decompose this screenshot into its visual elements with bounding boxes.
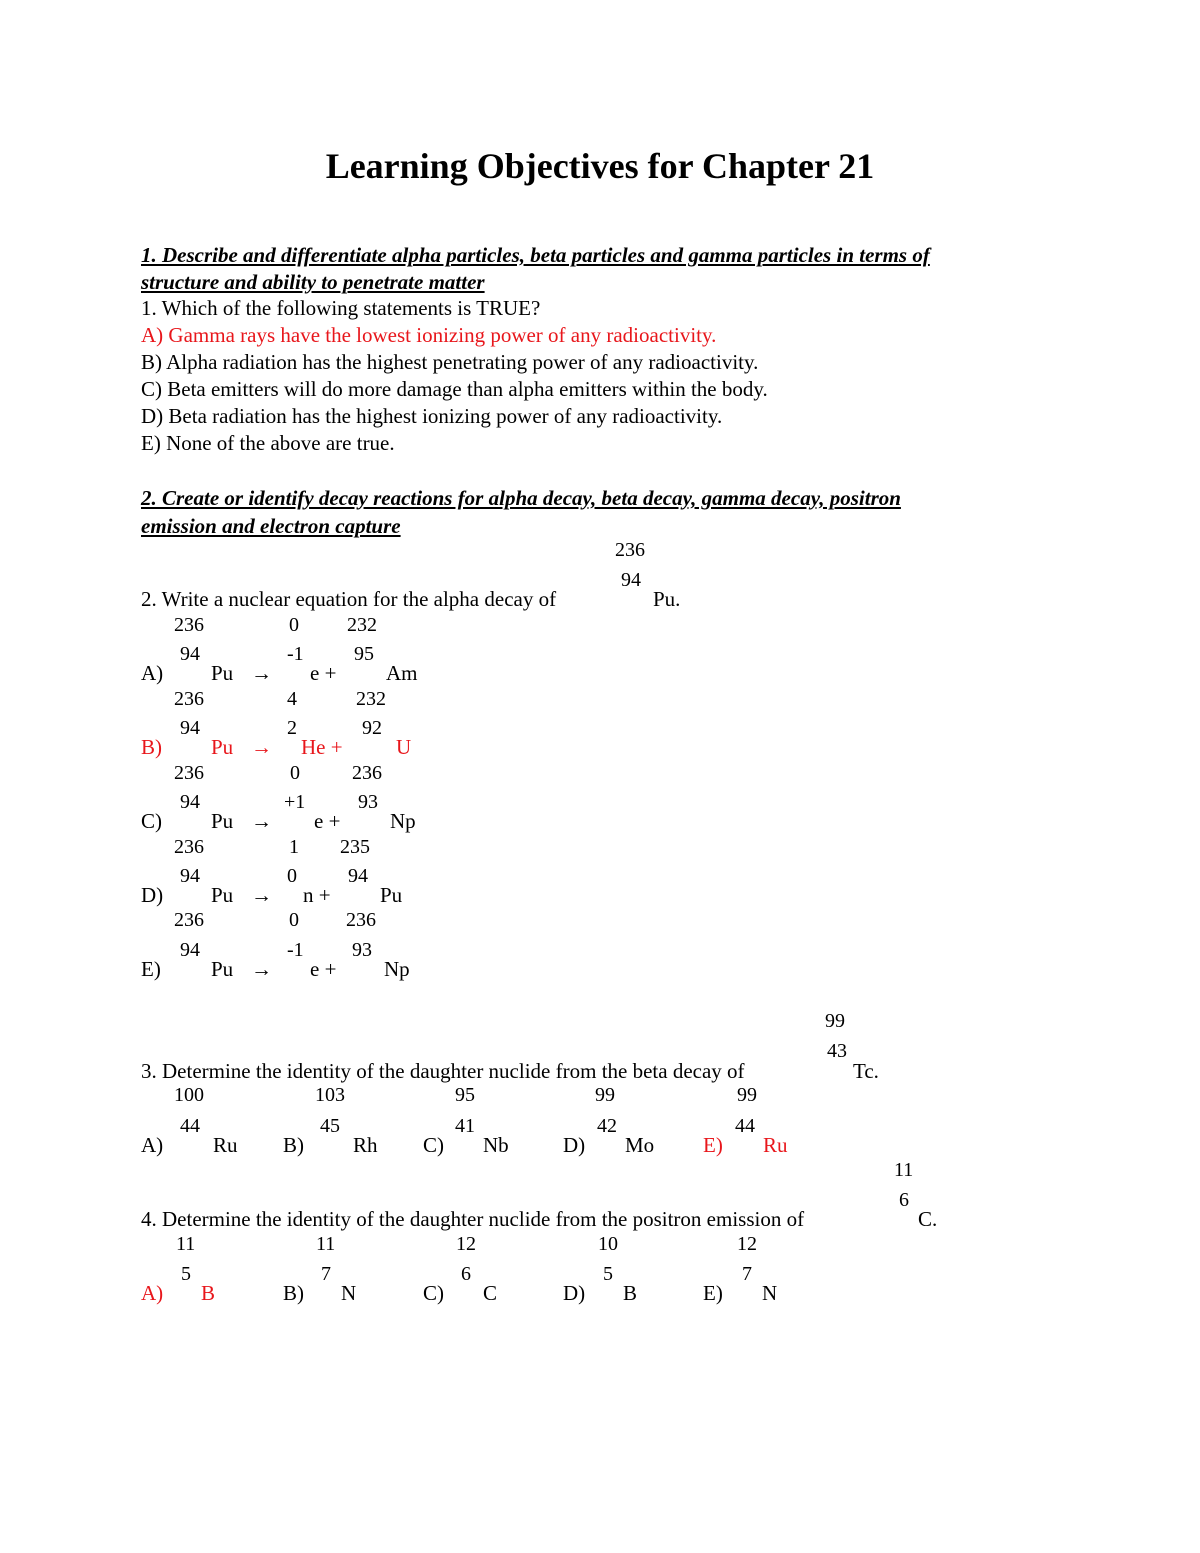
opt-e-product1-atomic: -1 <box>287 939 304 961</box>
objective-1-line-2: structure and ability to penetrate matter <box>141 270 485 294</box>
q3-opt-c-atomic: 41 <box>455 1115 475 1137</box>
q4-opt-c-symbol: C <box>483 1281 498 1305</box>
opt-e-reactant-mass: 236 <box>174 909 204 931</box>
q4-opt-b-mass: 11 <box>316 1233 336 1255</box>
opt-c-label: C) <box>141 809 162 833</box>
q4-nuclide-mass: 11 <box>894 1159 914 1181</box>
question-4-text: 4. Determine the identity of the daughter nuclide from the positron emission of <box>141 1207 805 1231</box>
q4-opt-b-symbol: N <box>341 1281 357 1305</box>
objective-2-line-1: 2. Create or identify decay reactions for alpha decay, beta decay, gamma decay, positron <box>141 486 901 510</box>
opt-c-product1-atomic: +1 <box>284 791 306 813</box>
q3-nuclide-atomic: 43 <box>827 1040 847 1062</box>
q3-opt-d-label: D) <box>563 1133 586 1157</box>
opt-c-product2-mass: 236 <box>352 762 382 784</box>
q3-nuclide-mass: 99 <box>825 1010 845 1032</box>
q2-nuclide-atomic: 94 <box>621 569 641 591</box>
q2-nuclide-mass: 236 <box>615 539 645 561</box>
q4-opt-c-mass: 12 <box>456 1233 476 1255</box>
q3-opt-c-label: C) <box>423 1133 444 1157</box>
q3-opt-e-mass: 99 <box>737 1084 757 1106</box>
q4-opt-e-atomic: 7 <box>742 1263 752 1285</box>
opt-a-product1-mass: 0 <box>289 614 299 636</box>
opt-e-product2-atomic: 93 <box>352 939 372 961</box>
opt-b-reactant-mass: 236 <box>174 688 204 710</box>
q2-nuclide-symbol: Pu. <box>653 587 681 611</box>
opt-e-product2-symbol: Np <box>384 957 410 981</box>
opt-d-product1-mass: 1 <box>289 836 299 858</box>
opt-b-arrow: → <box>251 735 272 759</box>
q4-opt-b-label: B) <box>283 1281 304 1305</box>
opt-c-product1-symbol: e + <box>314 809 341 833</box>
opt-a-product2-atomic: 95 <box>354 643 374 665</box>
opt-e-product2-mass: 236 <box>346 909 376 931</box>
opt-b-product1-mass: 4 <box>287 688 297 710</box>
opt-e-product1-symbol: e + <box>310 957 337 981</box>
q4-opt-b-atomic: 7 <box>321 1263 331 1285</box>
q4-opt-d-mass: 10 <box>598 1233 618 1255</box>
q4-opt-e-label: E) <box>703 1281 723 1305</box>
opt-e-arrow: → <box>251 957 272 981</box>
q3-opt-d-atomic: 42 <box>597 1115 617 1137</box>
opt-b-product1-atomic: 2 <box>287 717 297 739</box>
q4-opt-a-symbol: B <box>201 1281 216 1305</box>
q4-opt-d-symbol: B <box>623 1281 638 1305</box>
opt-d-product2-symbol: Pu <box>380 883 403 907</box>
opt-e-label: E) <box>141 957 161 981</box>
q3-opt-a-label: A) <box>141 1133 164 1157</box>
q3-opt-b-atomic: 45 <box>320 1115 340 1137</box>
opt-d-product1-atomic: 0 <box>287 865 297 887</box>
opt-a-reactant-mass: 236 <box>174 614 204 636</box>
opt-c-product2-atomic: 93 <box>358 791 378 813</box>
q3-opt-e-symbol: Ru <box>763 1133 788 1157</box>
opt-d-reactant-atomic: 94 <box>180 865 200 887</box>
opt-b-label: B) <box>141 735 162 759</box>
q3-opt-a-symbol: Ru <box>213 1133 238 1157</box>
opt-c-arrow: → <box>251 809 272 833</box>
opt-d-product2-atomic: 94 <box>348 865 368 887</box>
q4-opt-e-mass: 12 <box>737 1233 757 1255</box>
opt-d-reactant-symbol: Pu <box>211 883 234 907</box>
page-title: Learning Objectives for Chapter 21 <box>325 146 875 186</box>
opt-c-reactant-atomic: 94 <box>180 791 200 813</box>
opt-e-reactant-symbol: Pu <box>211 957 234 981</box>
opt-b-reactant-symbol: Pu <box>211 735 234 759</box>
opt-a-label: A) <box>141 661 164 685</box>
objective-1-line-1: 1. Describe and differentiate alpha particles, beta particles and gamma particles in terms of <box>141 243 930 267</box>
question-2-text: 2. Write a nuclear equation for the alpha decay of <box>141 587 557 611</box>
opt-a-reactant-atomic: 94 <box>180 643 200 665</box>
q4-opt-a-label: A) <box>141 1281 164 1305</box>
q3-opt-b-label: B) <box>283 1133 304 1157</box>
opt-a-product1-symbol: e + <box>310 661 337 685</box>
q4-opt-a-atomic: 5 <box>181 1263 191 1285</box>
opt-c-product1-mass: 0 <box>290 762 300 784</box>
opt-b-reactant-atomic: 94 <box>180 717 200 739</box>
q4-nuclide-symbol: C. <box>918 1207 938 1231</box>
q3-opt-d-symbol: Mo <box>625 1133 655 1157</box>
question-1-option-a: A) Gamma rays have the lowest ionizing power of any radioactivity. <box>141 323 717 347</box>
q3-opt-b-mass: 103 <box>315 1084 345 1106</box>
q3-opt-c-symbol: Nb <box>483 1133 509 1157</box>
q3-opt-a-mass: 100 <box>174 1084 204 1106</box>
opt-d-arrow: → <box>251 883 272 907</box>
question-1-option-e: E) None of the above are true. <box>141 431 395 455</box>
question-3-text: 3. Determine the identity of the daughter nuclide from the beta decay of <box>141 1059 745 1083</box>
opt-b-product2-mass: 232 <box>356 688 386 710</box>
opt-b-product2-symbol: U <box>396 735 412 759</box>
q3-opt-e-label: E) <box>703 1133 723 1157</box>
opt-c-reactant-mass: 236 <box>174 762 204 784</box>
opt-b-product2-atomic: 92 <box>362 717 382 739</box>
question-1-option-b: B) Alpha radiation has the highest penetrating power of any radioactivity. <box>141 350 759 374</box>
opt-d-product1-symbol: n + <box>303 883 331 907</box>
q4-opt-a-mass: 11 <box>176 1233 196 1255</box>
opt-d-label: D) <box>141 883 164 907</box>
question-1-option-c: C) Beta emitters will do more damage than alpha emitters within the body. <box>141 377 768 401</box>
q3-nuclide-symbol: Tc. <box>853 1059 879 1083</box>
opt-a-arrow: → <box>251 661 272 685</box>
q4-opt-d-label: D) <box>563 1281 586 1305</box>
question-1-text: 1. Which of the following statements is TRUE? <box>141 296 541 320</box>
opt-e-reactant-atomic: 94 <box>180 939 200 961</box>
q4-opt-d-atomic: 5 <box>603 1263 613 1285</box>
q4-nuclide-atomic: 6 <box>899 1189 909 1211</box>
objective-2-line-2: emission and electron capture <box>141 514 401 538</box>
q4-opt-e-symbol: N <box>762 1281 778 1305</box>
q3-opt-d-mass: 99 <box>595 1084 615 1106</box>
opt-a-reactant-symbol: Pu <box>211 661 234 685</box>
q4-opt-c-label: C) <box>423 1281 444 1305</box>
q3-opt-e-atomic: 44 <box>735 1115 755 1137</box>
q3-opt-c-mass: 95 <box>455 1084 475 1106</box>
q4-opt-c-atomic: 6 <box>461 1263 471 1285</box>
opt-a-product2-symbol: Am <box>386 661 418 685</box>
opt-c-product2-symbol: Np <box>390 809 416 833</box>
opt-d-reactant-mass: 236 <box>174 836 204 858</box>
opt-a-product2-mass: 232 <box>347 614 377 636</box>
opt-c-reactant-symbol: Pu <box>211 809 234 833</box>
q3-opt-b-symbol: Rh <box>353 1133 378 1157</box>
opt-a-product1-atomic: -1 <box>287 643 304 665</box>
question-1-option-d: D) Beta radiation has the highest ionizing power of any radioactivity. <box>141 404 723 428</box>
opt-e-product1-mass: 0 <box>289 909 299 931</box>
opt-b-product1-symbol: He + <box>301 735 343 759</box>
q3-opt-a-atomic: 44 <box>180 1115 200 1137</box>
opt-d-product2-mass: 235 <box>340 836 370 858</box>
